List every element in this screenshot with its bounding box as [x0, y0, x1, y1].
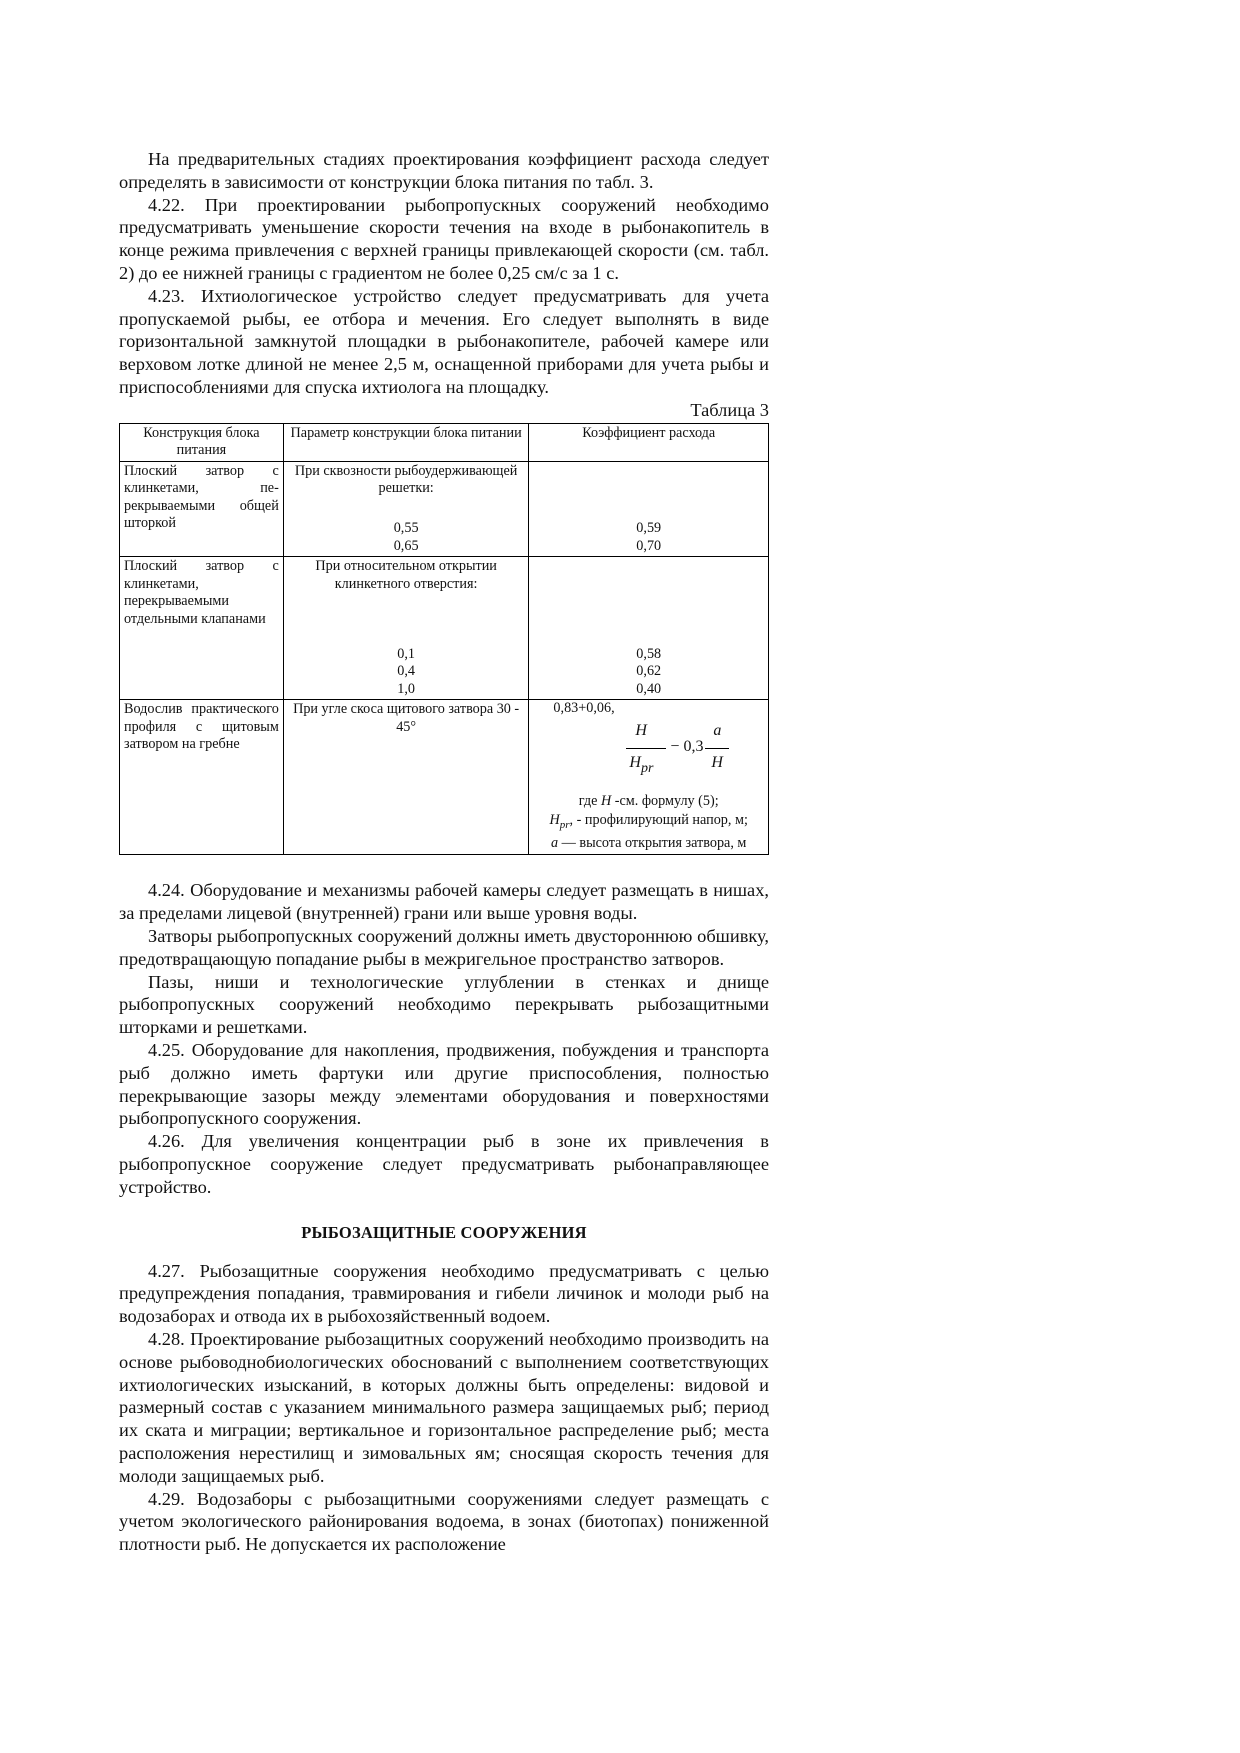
coefficient-value: 0,58 — [636, 645, 662, 662]
formula-note: $H_{pr}$, - профилирующий напор, м; — [549, 811, 748, 831]
coefficient-formula — [533, 718, 764, 792]
parameter-title: При сквозности рыбоудерживающей решетки: — [294, 462, 518, 497]
header-construction: Конструкция блока питания — [120, 423, 284, 461]
construction-cell: Водослив практического профиля с щитовым затвором на гребне — [120, 700, 284, 855]
table-header-row — [120, 423, 769, 461]
parameter-cell — [283, 557, 529, 700]
parameter-value: 0,55 — [393, 520, 419, 537]
parameter-value: 0,65 — [393, 537, 419, 554]
header-coefficient: Коэффициент расхода — [529, 423, 769, 461]
formula-note: где H -см. формулу (5); — [578, 792, 719, 809]
paragraph-4-29: 4.29. Водозаборы с рыбозащитными сооружениями следует размещать с учетом экологического районирования водоема, в зонах (биотопах) пониженной плотности рыб. Не допускается их расположение — [119, 1488, 769, 1555]
coefficient-cell — [529, 557, 769, 700]
coefficient-cell — [529, 700, 769, 855]
paragraph-4-22: 4.22. При проектировании рыбопропускных сооружений необходимо предусматривать уменьшение скорости течения на входе в рыбонакопитель в конце режима привлечения с верхней границы привлекающей скорости (см. табл. 2) до ее нижней границы с градиентом не более 0,25 см/с за 1 с. — [119, 194, 769, 283]
parameter-title: При относительном открытии клинкетного отверстия: — [315, 558, 497, 592]
coefficient-value: 0,40 — [636, 680, 662, 697]
coefficient-cell — [529, 461, 769, 557]
formula-note: a — высота открытия затвора, м — [551, 835, 747, 852]
coefficient-value: 0,70 — [636, 537, 662, 554]
formula-numerator-h: H — [635, 721, 647, 739]
section-heading: РЫБОЗАЩИТНЫЕ СООРУЖЕНИЯ — [301, 1222, 587, 1242]
paragraph-4-25: 4.25. Оборудование для накопления, продвижения, побуждения и транспорта рыб должно иметь фартуки или другие приспособления, полностью перекрывающие зазоры между элементами оборудования и поверхностями рыбопропускного сооружения. — [119, 1039, 769, 1129]
header-parameter: Параметр конструкции блока питании — [283, 423, 529, 461]
formula-denominator-h: H — [629, 753, 641, 771]
formula-denominator-h2: H — [711, 753, 723, 771]
construction-cell: Плоский затвор с клинкетами, пе-рекрываемыми общей шторкой — [120, 461, 284, 557]
table-caption: Таблица 3 — [690, 399, 769, 420]
table-row — [120, 557, 769, 700]
paragraph-4-27: 4.27. Рыбозащитные сооружения необходимо предусматривать с целью предупреждения попадания, травмирования и гибели личинок и молоди рыб на водозаборах и отвода их в рыбохозяйственный водоем. — [119, 1260, 769, 1327]
paragraph-grooves: Пазы, ниши и технологические углублении в стенках и днище рыбопропускных сооружений необходимо перекрывать рыбозащитными шторками и решетками. — [119, 971, 769, 1038]
formula-numerator-a: a — [713, 721, 722, 739]
parameter-value: 0,1 — [397, 645, 415, 662]
parameter-value: 0,4 — [397, 663, 415, 680]
paragraph-4-24: 4.24. Оборудование и механизмы рабочей камеры следует размещать в нишах, за пределами лицевой (внутренней) грани или выше уровня воды. — [119, 880, 769, 924]
formula-prefix: 0,83+0,06, — [553, 700, 615, 717]
paragraph-4-26: 4.26. Для увеличения концентрации рыб в зоне их привлечения в рыбопропускное сооружение следует предусматривать рыбонаправляющее устройство. — [119, 1131, 769, 1197]
formula-subscript-pr: pr — [640, 760, 654, 776]
document-page — [119, 148, 769, 1556]
coefficient-value: 0,62 — [636, 663, 662, 680]
coefficient-value: 0,59 — [636, 520, 662, 537]
paragraph-4-28: 4.28. Проектирование рыбозащитных сооружений необходимо производить на основе рыбоводнобиологических обоснований с выполнением соответствующих ихтиологических изысканий, в которых должны быть определены: видовой и размерный состав с указанием минимального размера защищаемых рыб; период их ската и миграции; вертикальное и горизонтальное распределение рыб; места расположения нерестилищ и зимовальных ям; сносящая скорость течения для молоди защищаемых рыб. — [119, 1328, 769, 1486]
paragraph-4-23: 4.23. Ихтиологическое устройство следует предусматривать для учета пропускаемой рыбы, ее отбора и мечения. Его следует выполнять в виде горизонтальной замкнутой площадки в рыбонакопителе, рабочей камере или верховом лотке длиной не менее 2,5 м, оснащенной приборами для учета рыбы и приспособлениями для спуска ихтиолога на площадку. — [119, 285, 769, 397]
paragraph-discharge-coefficient: На предварительных стадиях проектирования коэффициент расхода следует определять в зависимости от конструкции блока питания по табл. 3. — [119, 149, 769, 192]
parameter-value: 1,0 — [397, 680, 415, 697]
parameter-cell — [283, 461, 529, 557]
table-3 — [119, 423, 769, 856]
paragraph-gates: Затворы рыбопропускных сооружений должны иметь двустороннюю обшивку, предотвращающую попадание рыбы в межригельное пространство затворов. — [119, 925, 769, 969]
construction-cell: Плоский затвор с клинкетами, перекрываемыми отдельными клапанами — [120, 557, 284, 700]
parameter-cell: При угле скоса щитового затвора 30 - 45° — [283, 700, 529, 855]
table-row — [120, 461, 769, 557]
formula-minus-term: − 0,3 — [670, 737, 704, 755]
table-row — [120, 700, 769, 855]
